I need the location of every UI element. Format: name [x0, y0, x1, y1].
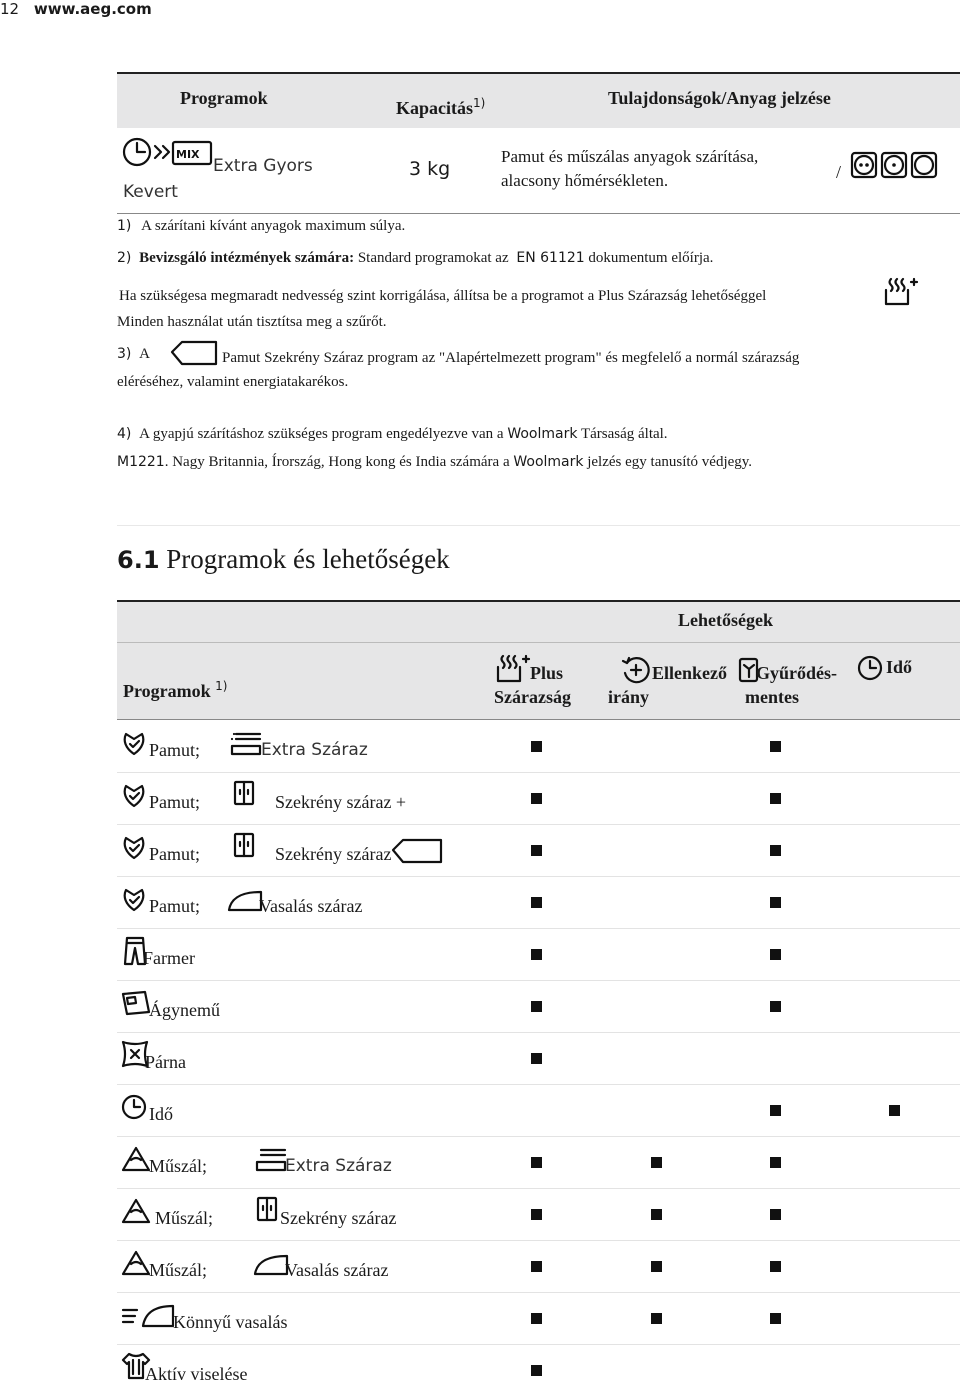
reverse-available — [651, 1157, 662, 1168]
program-description: Pamut és műszálas anyagok szárítása, alacsony hőmérsékleten. — [501, 147, 759, 190]
program-name: Műszál; — [149, 1156, 207, 1176]
fabric-symbols-icon — [851, 152, 939, 183]
header-properties: Tulajdonságok/Anyag jelzése — [608, 88, 831, 108]
crease-available — [770, 1209, 781, 1220]
header-options: Lehetőségek — [678, 610, 773, 630]
header-programs: Programok — [180, 88, 268, 108]
plus-available — [531, 1157, 542, 1168]
plus-available — [531, 741, 542, 752]
plus-available — [531, 1053, 542, 1064]
footnote-2-line2: Ha szükségesa megmaradt nedvesség szint korrigálása, állítsa be a programot a Plus Szárazság lehetőséggel — [119, 288, 767, 304]
footnote-3-line2: eléréséhez, valamint energiatakarékos. — [117, 374, 349, 390]
columns-header — [117, 643, 960, 719]
crease-available — [770, 949, 781, 960]
capacity-value: 3 kg — [409, 158, 451, 180]
program-name: Farmer — [143, 948, 195, 968]
table-row — [117, 1240, 960, 1292]
plus-available — [531, 897, 542, 908]
col-crease-2: mentes — [745, 687, 799, 707]
program-sub: Extra Száraz — [261, 740, 368, 760]
cupboard-icon — [233, 832, 255, 860]
crease-available — [770, 1157, 781, 1168]
header-programs: Programok $^{1)}$ — [123, 679, 228, 701]
table-header — [117, 74, 960, 128]
program-sub: Extra Száraz — [285, 1156, 392, 1176]
col-time: Idő — [886, 657, 913, 677]
table-row — [117, 1136, 960, 1188]
table-row — [117, 980, 960, 1032]
col-plus-2: Szárazság — [494, 687, 571, 707]
program-name: Idő — [149, 1104, 173, 1124]
time-icon — [857, 655, 883, 681]
program-name: Pamut; — [149, 896, 201, 916]
header-capacity: Kapacitás$^{1)}$ — [396, 96, 486, 118]
plus-available — [531, 1313, 542, 1324]
program-sub: Kevert — [123, 182, 178, 202]
crease-available — [770, 845, 781, 856]
plus-available — [531, 1209, 542, 1220]
footnote-3-text: Pamut Szekrény Száraz program az "Alapértelmezett program" és megfelelő a normál szárazság — [222, 350, 800, 366]
table-row — [117, 824, 960, 876]
col-crease-1: Gyűrődés- — [756, 663, 837, 683]
col-reverse-1: Ellenkező — [652, 663, 727, 683]
program-sub: Vasalás száraz — [285, 1260, 389, 1280]
table-row — [117, 772, 960, 824]
table-row — [117, 1188, 960, 1240]
program-sub: Szekrény száraz — [280, 1208, 397, 1228]
crease-available — [770, 1105, 781, 1116]
cotton-icon — [121, 886, 147, 912]
time-icon — [121, 1094, 147, 1120]
table-row — [117, 876, 960, 928]
table-row — [117, 1032, 960, 1084]
program-name: Műszál; — [155, 1208, 213, 1228]
program-name: Extra Gyors — [213, 156, 313, 176]
time-mix-icon — [121, 136, 221, 172]
crease-available — [770, 897, 781, 908]
plus-dry-icon — [496, 653, 530, 683]
reverse-available — [651, 1313, 662, 1324]
extra-dry-icon — [255, 1146, 287, 1174]
footnote-4: 4) A gyapjú szárításhoz szükséges program engedélyezve van a Woolmark Társaság által. — [117, 426, 668, 442]
footnote-2-line3: Minden használat után tisztítsa meg a szűrőt. — [117, 314, 387, 330]
extra-dry-icon — [230, 730, 262, 758]
table-row — [117, 928, 960, 980]
crease-available — [770, 1313, 781, 1324]
reverse-icon — [621, 655, 651, 685]
crease-available — [770, 741, 781, 752]
program-name: Pamut; — [149, 740, 201, 760]
website: www.aeg.com — [33, 0, 152, 18]
plus-dry-icon — [884, 276, 918, 311]
plus-available — [531, 949, 542, 960]
cupboard-dry-icon — [170, 340, 218, 371]
bedding-icon — [121, 990, 151, 1016]
cupboard-icon — [233, 780, 255, 808]
synthetics-icon — [121, 1250, 151, 1276]
section-title: 6.1 Programok és lehetőségek — [117, 544, 450, 574]
slash: / — [836, 162, 842, 182]
table-row — [117, 1084, 960, 1136]
program-name: Párna — [145, 1052, 186, 1072]
cotton-icon — [121, 730, 147, 756]
plus-available — [531, 1365, 542, 1376]
options-header — [117, 602, 960, 642]
synthetics-icon — [121, 1198, 151, 1224]
program-name: Könnyű vasalás — [173, 1312, 288, 1332]
program-name: Pamut; — [149, 792, 201, 812]
crease-available — [770, 1261, 781, 1272]
table-row — [117, 1292, 960, 1344]
footnote-3: 3) A — [117, 346, 150, 362]
program-sub: Vasalás száraz — [259, 896, 363, 916]
plus-available — [531, 793, 542, 804]
col-plus-1: Plus — [530, 663, 564, 683]
iron-dry-icon — [253, 1252, 289, 1278]
program-name: Műszál; — [149, 1260, 207, 1280]
plus-available — [531, 1001, 542, 1012]
crease-available — [770, 793, 781, 804]
program-sub: Szekrény száraz — [275, 844, 392, 864]
col-reverse-2: irány — [608, 687, 650, 707]
footnote-1: 1) A szárítani kívánt anyagok maximum súlya. — [117, 218, 406, 234]
program-sub: Szekrény száraz + — [275, 792, 407, 812]
crease-available — [770, 1001, 781, 1012]
cotton-icon — [121, 782, 147, 808]
cotton-icon — [121, 834, 147, 860]
reverse-available — [651, 1209, 662, 1220]
program-name: Aktív viselése — [145, 1364, 248, 1384]
plus-available — [531, 845, 542, 856]
plus-available — [531, 1261, 542, 1272]
cupboard-icon — [256, 1196, 278, 1224]
program-table — [117, 72, 960, 214]
easy-iron-icon — [121, 1302, 175, 1330]
iron-dry-icon — [227, 888, 263, 914]
program-name: Ágynemű — [149, 1000, 220, 1020]
reverse-available — [651, 1261, 662, 1272]
time-available — [889, 1105, 900, 1116]
page-number: 12 — [0, 0, 20, 18]
footnote-2: 2) Bevizsgáló intézmények számára: Standard programokat az EN 61121 dokumentum előírja. — [117, 250, 714, 266]
footnote-4-line2: M1221. Nagy Britannia, Írország, Hong kong és India számára a Woolmark jelzés egy tanusító védjegy. — [117, 454, 753, 470]
program-name: Pamut; — [149, 844, 201, 864]
table-row — [117, 720, 960, 772]
cupboard-dry-icon — [391, 838, 443, 864]
options-table-body — [117, 720, 960, 1400]
page-header — [0, 0, 152, 18]
synthetics-icon — [121, 1146, 151, 1172]
table-row — [117, 1344, 960, 1396]
mix-label: MIX — [176, 148, 200, 161]
